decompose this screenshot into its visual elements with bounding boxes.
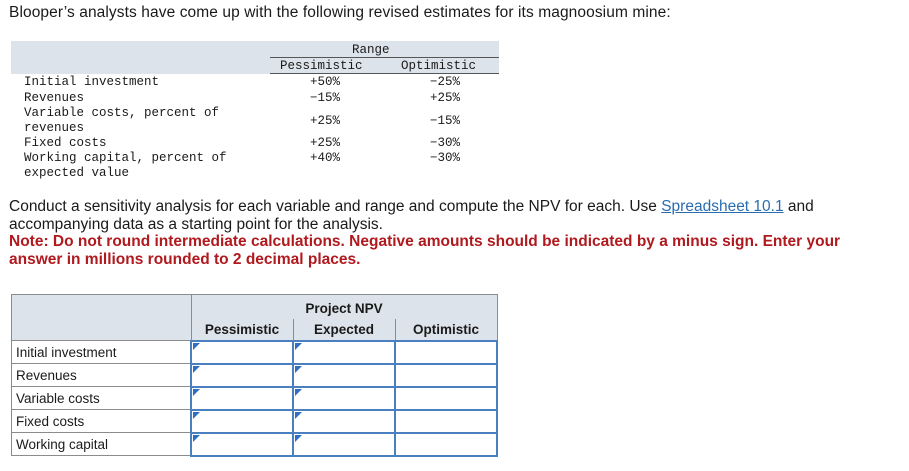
npv-row-label: Initial investment xyxy=(12,341,192,364)
range-title: Range xyxy=(352,43,390,57)
npv-col-expected: Expected xyxy=(293,319,395,341)
range-row-optimistic: −30% xyxy=(429,151,460,165)
note-text: Note: Do not round intermediate calculations. Negative amounts should be indicated by a minus sign. Enter your answer in millions rounded to 2 decimal places. xyxy=(9,233,841,268)
range-table xyxy=(11,41,499,181)
range-row xyxy=(11,136,499,151)
range-table-header xyxy=(11,41,499,74)
npv-input-pessimistic[interactable] xyxy=(191,387,293,410)
intro-text: Blooper’s analysts have come up with the following revised estimates for its magnoosium mine: xyxy=(9,4,671,21)
range-row-pessimistic: +25% xyxy=(309,114,340,128)
range-row-label: Fixed costs xyxy=(24,136,107,150)
npv-table xyxy=(11,294,498,457)
range-row-label: Variable costs, percent of revenues xyxy=(24,106,220,135)
npv-input-pessimistic[interactable] xyxy=(191,341,293,364)
instructions-text-end: and accompanying data as a starting point for the analysis. xyxy=(9,198,814,233)
spreadsheet-link[interactable]: Spreadsheet 10.1 xyxy=(661,198,784,215)
npv-input-optimistic[interactable] xyxy=(395,364,497,387)
npv-row-label: Revenues xyxy=(12,364,192,387)
range-row-optimistic: −15% xyxy=(429,114,460,128)
npv-row-label: Working capital xyxy=(12,433,192,456)
range-col-pessimistic: Pessimistic xyxy=(280,59,363,73)
npv-input-optimistic[interactable] xyxy=(395,410,497,433)
range-row xyxy=(11,91,499,106)
range-col-optimistic: Optimistic xyxy=(401,59,477,73)
range-row xyxy=(11,106,499,136)
npv-input-optimistic[interactable] xyxy=(395,387,497,410)
npv-input-pessimistic[interactable] xyxy=(191,410,293,433)
npv-input-expected[interactable] xyxy=(293,387,395,410)
npv-col-optimistic: Optimistic xyxy=(395,319,497,341)
npv-input-expected[interactable] xyxy=(293,341,395,364)
range-row-pessimistic: −15% xyxy=(309,91,340,105)
range-row xyxy=(11,75,499,91)
range-row-label: Revenues xyxy=(24,91,85,105)
npv-input-pessimistic[interactable] xyxy=(191,364,293,387)
npv-input-optimistic[interactable] xyxy=(395,341,497,364)
npv-row-label: Fixed costs xyxy=(12,410,192,433)
npv-input-expected[interactable] xyxy=(293,433,395,456)
npv-input-expected[interactable] xyxy=(293,410,395,433)
instructions-text: Conduct a sensitivity analysis for each variable and range and compute the NPV for each. Use xyxy=(9,198,662,215)
range-row-pessimistic: +40% xyxy=(309,151,340,165)
range-row-label: Initial investment xyxy=(24,75,160,89)
range-row xyxy=(11,151,499,181)
range-row-optimistic: +25% xyxy=(429,91,460,105)
instructions-paragraph xyxy=(9,198,889,234)
range-row-label: Working capital, percent of expected value xyxy=(24,151,227,180)
range-row-optimistic: −25% xyxy=(429,75,460,89)
range-row-pessimistic: +25% xyxy=(309,136,340,150)
npv-title: Project NPV xyxy=(191,295,497,319)
npv-corner xyxy=(12,295,192,341)
range-row-pessimistic: +50% xyxy=(309,75,340,89)
range-row-optimistic: −30% xyxy=(429,136,460,150)
npv-input-expected[interactable] xyxy=(293,364,395,387)
npv-input-optimistic[interactable] xyxy=(395,433,497,456)
npv-row-label: Variable costs xyxy=(12,387,192,410)
npv-input-pessimistic[interactable] xyxy=(191,433,293,456)
npv-col-pessimistic: Pessimistic xyxy=(191,319,293,341)
